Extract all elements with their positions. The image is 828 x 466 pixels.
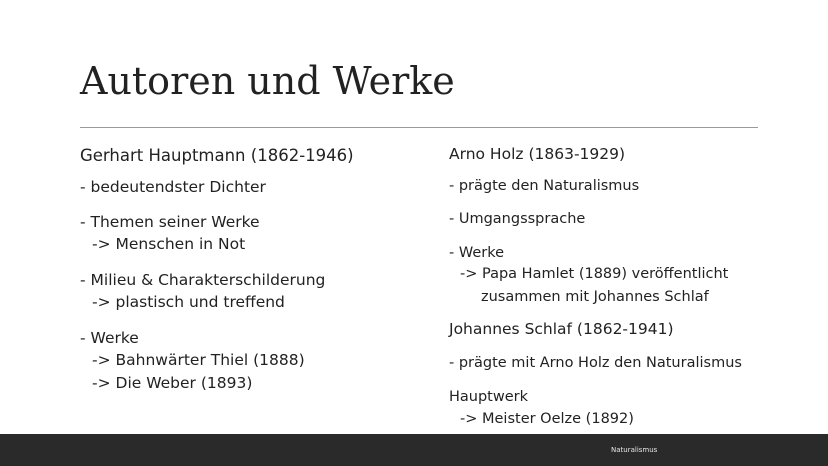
bullet-item: - Werke xyxy=(449,245,505,261)
sub-bullet-item: -> Papa Hamlet (1889) veröffentlicht xyxy=(460,266,729,282)
bullet-item: - prägte den Naturalismus xyxy=(449,178,640,194)
bullet-item: - Milieu & Charakterschilderung xyxy=(80,271,326,289)
sub-bullet-item: -> plastisch und treffend xyxy=(92,293,285,311)
sub-bullet-item: -> Meister Oelze (1892) xyxy=(460,411,634,427)
bullet-item: - prägte mit Arno Holz den Naturalismus xyxy=(449,355,742,371)
author-heading-hauptmann: Gerhart Hauptmann (1862-1946) xyxy=(80,146,354,165)
title-divider xyxy=(80,127,758,128)
sub-bullet-item: -> Bahnwärter Thiel (1888) xyxy=(92,351,305,369)
sub-bullet-item: -> Menschen in Not xyxy=(92,235,246,253)
sub-bullet-continuation: zusammen mit Johannes Schlaf xyxy=(481,289,709,305)
footer-bar xyxy=(0,434,828,466)
author-heading-holz: Arno Holz (1863-1929) xyxy=(449,145,626,163)
footer-label: Naturalismus xyxy=(611,446,658,454)
sub-bullet-item: -> Die Weber (1893) xyxy=(92,374,253,392)
bullet-item: - Umgangssprache xyxy=(449,211,586,227)
author-heading-schlaf: Johannes Schlaf (1862-1941) xyxy=(449,320,674,338)
slide-title: Autoren und Werke xyxy=(80,59,455,103)
plain-item: Hauptwerk xyxy=(449,389,529,405)
bullet-item: - bedeutendster Dichter xyxy=(80,178,266,196)
bullet-item: - Werke xyxy=(80,329,139,347)
bullet-item: - Themen seiner Werke xyxy=(80,213,260,231)
